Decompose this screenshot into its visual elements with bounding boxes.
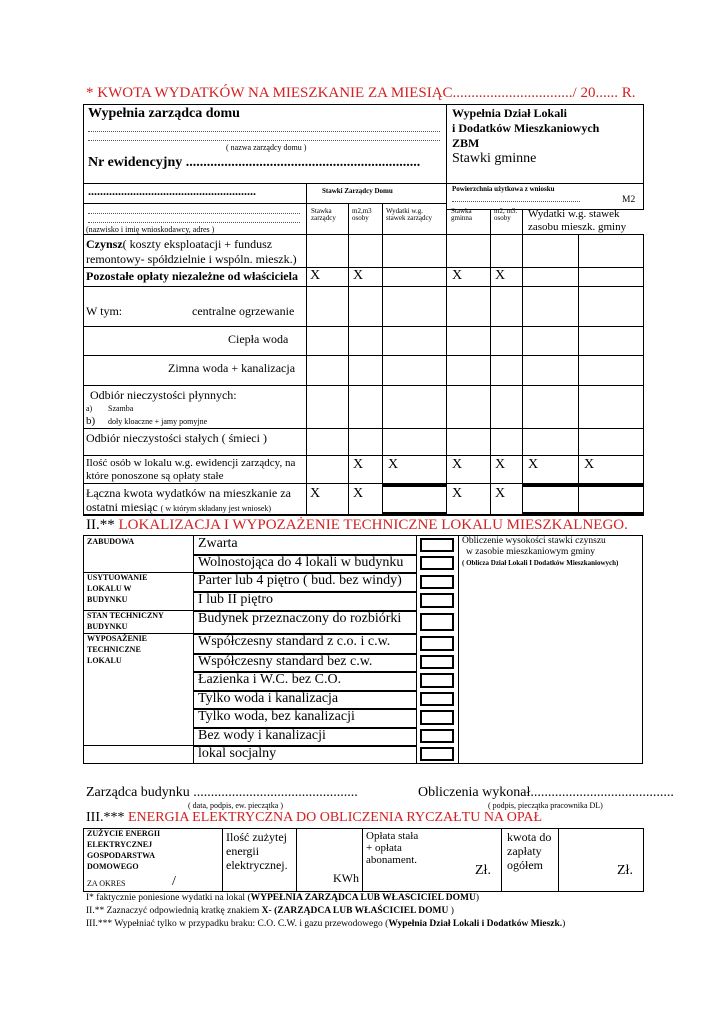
area-unit: M2 <box>622 195 636 205</box>
currency-label-2: Zł. <box>617 863 633 878</box>
manager-name-caption: ( nazwa zarządcy domu ) <box>226 143 307 152</box>
checkbox-lokal-socjalny[interactable] <box>420 747 454 761</box>
cat-wyposazenie-l2: TECHNICZNE <box>87 645 141 654</box>
paid-l2: zapłaty <box>507 844 542 858</box>
calc-line1: Obliczenie wysokości stawki czynszu <box>462 536 606 546</box>
liquid-a: Szamba <box>108 404 134 413</box>
option-zwarta: Zwarta <box>198 536 238 551</box>
option-lokal-socjalny: lokal socjalny <box>198 746 277 761</box>
used-l1: Ilość zużytej <box>226 830 287 844</box>
row-rent-line2: remontowy- spółdzielnie i wspóln. mieszk.) <box>86 252 297 266</box>
row-total-line2: ostatni miesiąc ( w którym składany jest wniosek) <box>86 500 272 514</box>
evidence-number-field[interactable]: Nr ewidencyjny ................................................................... <box>88 155 421 170</box>
col-rate-manager: Stawka zarządcy <box>311 207 336 223</box>
x-mark: X <box>495 486 506 501</box>
checkbox-zwarta[interactable] <box>420 538 454 552</box>
row-persons-line2: które ponoszone są opłaty stałe <box>86 470 224 482</box>
row-other-fees: Pozostałe opłaty niezależne od właściciela <box>86 269 298 283</box>
cat-usytuowanie: USYTUOWANIE <box>87 573 148 582</box>
cat-usytuowanie-l3: BUDYNKU <box>87 595 128 604</box>
option-woda-kanalizacja: Tylko woda i kanalizacja <box>198 691 339 706</box>
checkbox-woda-bez-kanalizacji[interactable] <box>420 710 454 725</box>
footnote-2: II.** Zaznaczyć odpowiednią kratkę znakiem X- (ZARZĄDCA LUB WŁAŚCICIEL DOMU ) <box>86 906 454 916</box>
cat-stan: STAN TECHNICZNY <box>87 611 164 620</box>
paid-l1: kwota do <box>507 830 552 844</box>
checkbox-standard-bez-cw[interactable] <box>420 655 454 669</box>
used-l2: energii <box>226 844 260 858</box>
calculated-signature[interactable]: Obliczenia wykonał......................................... <box>418 785 674 800</box>
liquid-b-label: b) <box>86 415 96 427</box>
checkbox-bez-wody[interactable] <box>420 729 454 743</box>
option-rozbiorka: Budynek przeznaczony do rozbiórki <box>198 611 402 626</box>
x-mark: X <box>310 268 321 283</box>
footnote-1: I* faktycznie poniesione wydatki na lokal (WYPEŁNIA ZARZĄDCA LUB WŁASCICIEL DOMU) <box>86 893 480 903</box>
cat-zabudowa: ZABUDOWA <box>87 537 135 546</box>
x-mark: X <box>452 268 463 283</box>
col-m2-person: m2,m3 osoby <box>352 207 372 223</box>
x-mark: X <box>528 457 539 472</box>
liquid-b: doły kloaczne + jamy pomyjne <box>108 417 208 426</box>
x-mark: X <box>310 486 321 501</box>
checkbox-parter[interactable] <box>420 575 454 589</box>
usage-l2: ELEKTRYCZNEJ <box>87 840 153 849</box>
usage-l4: DOMOWEGO <box>87 862 139 871</box>
manager-signature-caption: ( data, podpis, ew. pieczątka ) <box>188 801 283 810</box>
usage-l3: GOSPODARSTWA <box>87 851 156 860</box>
cat-usytuowanie-l2: LOKALU W <box>87 584 132 593</box>
row-persons: Ilość osób w lokalu w.g. ewidencji zarządcy, na <box>86 457 296 469</box>
checkbox-lazienka[interactable] <box>420 673 454 688</box>
option-standard-co-cw: Współczesny standard z c.o. i c.w. <box>198 634 391 649</box>
x-mark: X <box>495 457 506 472</box>
row-total: Łączna kwota wydatków na mieszkanie za <box>86 486 291 500</box>
dept-line3: ZBM <box>452 136 480 150</box>
manager-label: Wypełnia zarządca domu <box>88 106 240 121</box>
usage-l1: ZUŻYCIE ENERGII <box>87 829 161 838</box>
checkbox-pietro[interactable] <box>420 593 454 608</box>
x-mark: X <box>353 486 364 501</box>
section3-title: III.*** ENERGIA ELEKTRYCZNA DO OBLICZENIA RYCZAŁTU NA OPAŁ <box>86 810 543 825</box>
manager-signature[interactable]: Zarządca budynku ............................................... <box>86 785 358 800</box>
col-m2-person2: m2, m3. osoby <box>494 207 518 223</box>
fee-l2: + opłata <box>366 842 402 854</box>
cat-wyposazenie: WYPOSAŻENIE <box>87 634 148 643</box>
cat-wyposazenie-l3: LOKALU <box>87 656 122 665</box>
checkbox-woda-kanalizacja[interactable] <box>420 692 454 706</box>
liquid-a-label: a) <box>86 404 93 413</box>
row-rent: Czynsz( koszty eksploatacji + fundusz <box>86 237 273 251</box>
row-cold-water: Zimna woda + kanalizacja <box>168 361 296 375</box>
option-pietro: I lub II piętro <box>198 592 274 607</box>
option-woda-bez-kanalizacji: Tylko woda, bez kanalizacji <box>198 709 355 724</box>
option-lazienka: Łazienka i W.C. bez C.O. <box>198 672 342 687</box>
calc-line2: w zasobie mieszkaniowym gminy <box>466 547 596 557</box>
period-slash[interactable]: / <box>172 874 176 889</box>
manager-rates-header: Stawki Zarządcy Domu <box>322 187 393 195</box>
checkbox-wolnostojaca[interactable] <box>420 556 454 570</box>
x-mark: X <box>452 457 463 472</box>
option-parter: Parter lub 4 piętro ( bud. bez windy) <box>198 573 402 588</box>
footnote-3: III.*** Wypełniać tylko w przypadku braku: C.O. C.W. i gazu przewodowego (Wypełnia Dział Lokali i Dodatków Mieszk.) <box>86 919 566 929</box>
x-mark: X <box>584 457 595 472</box>
calc-note: ( Oblicza Dział Lokali I Dodatków Mieszkaniowych) <box>462 559 619 567</box>
fee-l1: Opłata stała <box>366 830 419 842</box>
section2-title: II.** LOKALIZACJA I WYPOZAŻENIE TECHNICZNE LOKALU MIESZKALNEGO. <box>86 517 628 533</box>
col-rate-municipal: Stawka gminna <box>451 207 472 223</box>
option-wolnostojaca: Wolnostojąca do 4 lokali w budynku <box>198 555 404 570</box>
dept-line2: i Dodatków Mieszkaniowych <box>452 121 600 135</box>
kwh-unit: KWh <box>333 871 359 885</box>
checkbox-standard-co-cw[interactable] <box>420 636 454 651</box>
row-liquid-waste: Odbiór nieczystości płynnych: <box>90 388 237 402</box>
calculated-signature-caption: ( podpis, pieczątka pracownika DL) <box>488 801 603 810</box>
option-bez-wody: Bez wody i kanalizacji <box>198 728 326 743</box>
row-central-heating: centralne ogrzewanie <box>192 304 295 318</box>
row-solid-waste: Odbiór nieczystości stałych ( śmieci ) <box>86 431 267 445</box>
paid-l3: ogółem <box>507 858 543 872</box>
x-mark: X <box>388 457 399 472</box>
row-including-label: W tym: <box>86 304 123 318</box>
x-mark: X <box>495 268 506 283</box>
row-hot-water: Ciepła woda <box>228 332 289 346</box>
option-standard-bez-cw: Współczesny standard bez c.w. <box>198 654 373 669</box>
area-header: Powierzchnia użytkowa z wniosku <box>452 185 555 193</box>
fee-l3: abonament. <box>366 854 418 866</box>
x-mark: X <box>353 268 364 283</box>
dept-line1: Wypełnia Dział Lokali <box>452 106 567 120</box>
form-title: * KWOTA WYDATKÓW NA MIESZKANIE ZA MIESIĄC................................/ 20...... R. <box>86 85 636 101</box>
currency-label: Zł. <box>475 863 491 878</box>
applicant-caption: (nazwisko i imię wnioskodawcy, adres ) <box>86 225 215 234</box>
municipal-rates-label: Stawki gminne <box>452 151 537 166</box>
cat-stan-l2: BUDYNKU <box>87 622 128 631</box>
col-expense-manager: Wydatki w.g. stawek zarządcy <box>386 207 433 223</box>
x-mark: X <box>353 457 364 472</box>
checkbox-rozbiorka[interactable] <box>420 613 454 631</box>
x-mark: X <box>452 486 463 501</box>
applicant-dots[interactable]: ........................................................ <box>88 184 256 198</box>
used-l3: elektrycznej. <box>226 858 288 872</box>
period-label: ZA OKRES <box>87 879 126 888</box>
col-expense-municipal: Wydatki w.g. stawek zasobu mieszk. gminy <box>528 208 627 233</box>
